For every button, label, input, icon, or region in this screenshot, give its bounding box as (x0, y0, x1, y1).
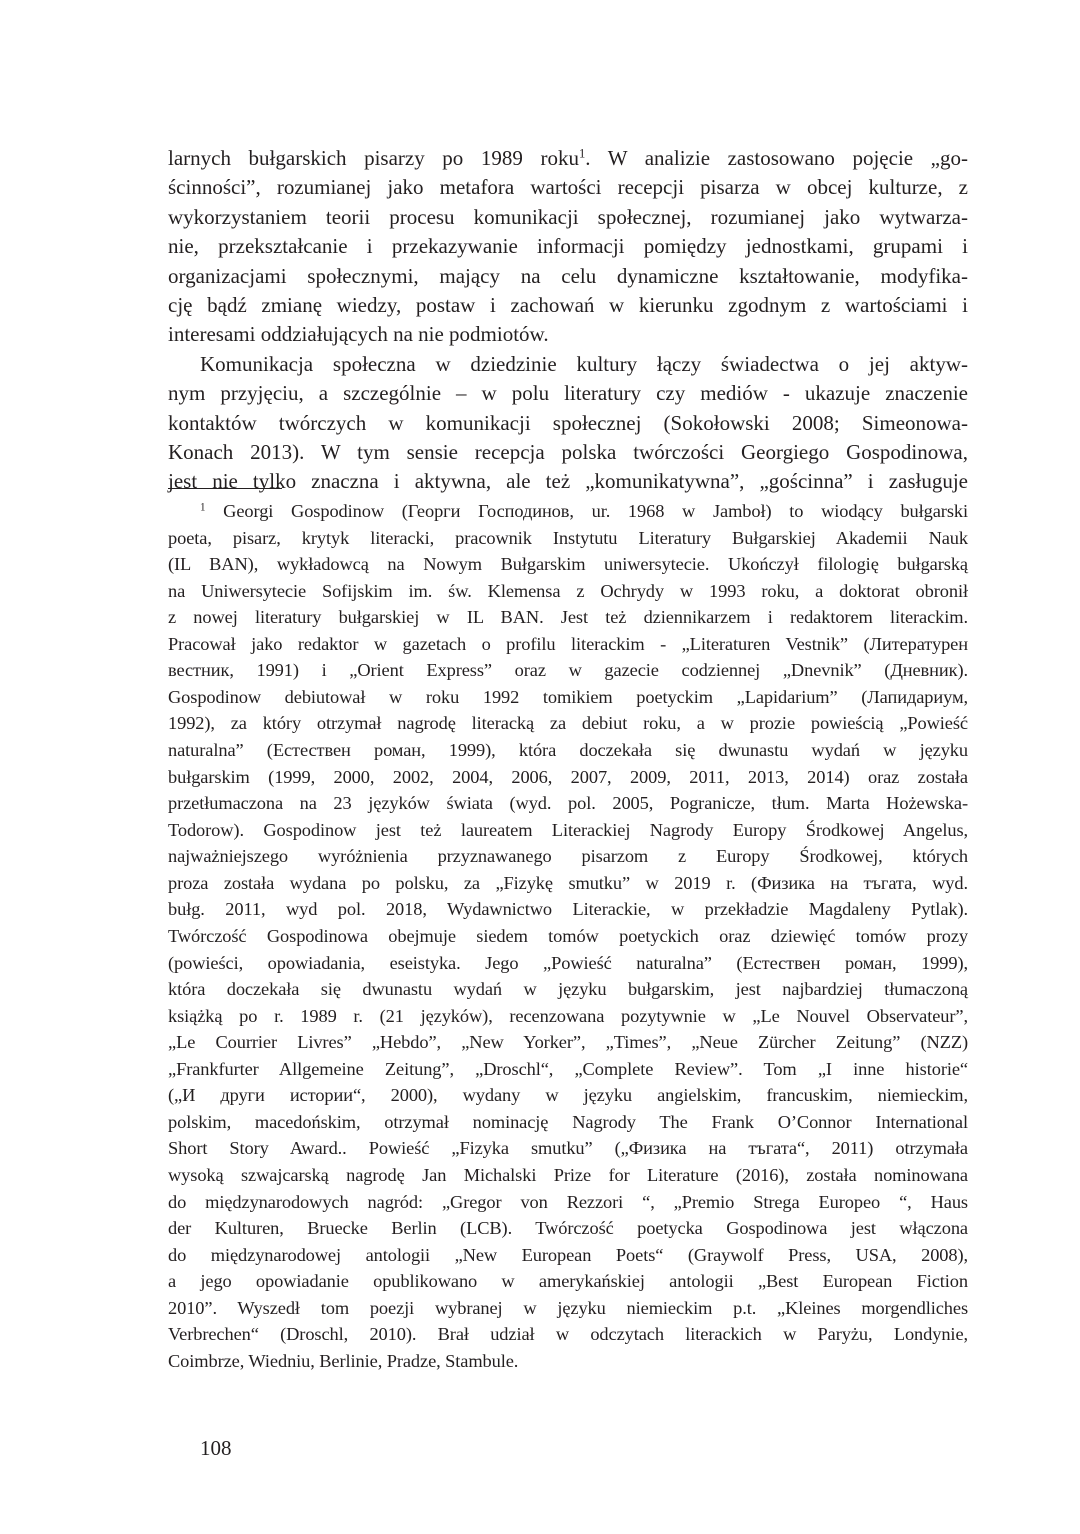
footnote-line: bułgarskim (1999, 2000, 2002, 2004, 2006, 2007, 2009, 2011, 2013, 2014) oraz została (168, 766, 968, 787)
footnote-line: Pracował jako redaktor w gazetach o profilu literackim - „Literaturen Vestnik” (Литературен (168, 633, 968, 654)
footnote-line: poeta, pisarz, krytyk literacki, pracownik Instytutu Literatury Bułgarskiej Akademii Nauk (168, 527, 968, 548)
main-text-line: wykorzystaniem teorii procesu komunikacji społecznej, rozumianej jako wytwarza- (168, 204, 968, 229)
main-text-line: nie, przekształcanie i przekazywanie informacji pomiędzy jednostkami, grupami i (168, 234, 968, 259)
footnote-line: wysoką szwajcarską nagrodę Jan Michalski Prize for Literature (2016), została nominowana (168, 1165, 968, 1185)
footnote-line: przetłumaczona na 23 języków świata (wyd. pol. 2005, Pogranicze, tłum. Marta Hożewska- (168, 793, 968, 814)
footnote-line: der Kulturen, Bruecke Berlin (LCB). Twórczość poetycka Gospodinowa jest włączona (168, 1218, 968, 1239)
footnote-line: do międzynarodowej antologii „New European Poets“ (Graywolf Press, USA, 2008), (168, 1244, 968, 1265)
text-fragment: Georgi Gospodinow (Георги Господинов, ur. 1968 w Jamboł) to wiodący bułgarski (205, 501, 968, 521)
main-text-line: jest nie tylko znaczna i aktywna, ale też „komunikatywna”, „gościnna” i zasługuje (168, 469, 968, 494)
footnote-line: вестник, 1991) i „Orient Express” oraz w gazecie codziennej „Dnevnik” (Дневник). (168, 660, 968, 681)
main-text-line: organizacjami społecznymi, mający na celu dynamiczne kształtowanie, modyfika- (168, 263, 968, 288)
footnote-line: Twórczość Gospodinowa obejmuje siedem tomów poetyckich oraz dziewięć tomów prozy (168, 925, 968, 946)
main-text-line: Komunikacja społeczna w dziedzinie kultury łączy świadectwa o jej aktyw- (200, 351, 968, 376)
footnote-line: książką po r. 1989 r. (21 języków), recenzowana pozytywnie w „Le Nouvel Observateur”, (168, 1005, 968, 1026)
main-text-line: cję bądź zmianę wiedzy, postaw i zachowań w kierunku zgodnym z wartościami i (168, 293, 968, 317)
footnote-line: 2010”. Wyszedł tom poezji wybranej w języku niemieckim p.t. „Kleines morgendliches (168, 1297, 968, 1318)
main-text-line (168, 146, 968, 170)
text-fragment: . W analizie zastosowano pojęcie „go- (585, 146, 968, 170)
footnote-line: 1992), za który otrzymał nagrodę literacką za debiut roku, a w prozie powieścią „Powieść (168, 713, 968, 734)
footnote-line: z nowej literatury bułgarskiej w IL BAN. Jest też dziennikarzem i redaktorem literackim. (168, 607, 968, 628)
footnote-line: na Uniwersytecie Sofijskim im. św. Klemensa z Ochrydy w 1993 roku, a doktorat obronił (168, 580, 968, 601)
footnote-line: naturalna” (Естествен роман, 1999), która doczekała się dwunastu wydań w języku (168, 740, 968, 761)
footnote-line: „Le Courrier Livres” „Hebdo”, „New Yorker”, „Times”, „Neue Zürcher Zeitung” (NZZ) (168, 1032, 968, 1053)
footnote-line: („И други истории“, 2000), wydany w języku angielskim, francuskim, niemieckim, (168, 1085, 968, 1106)
footnote-line: do międzynarodowych nagród: „Gregor von Rezzori “, „Premio Strega Europeo “, Haus (168, 1191, 968, 1212)
footnote-reference: 1 (578, 146, 586, 161)
footnote-line: polskim, macedońskim, otrzymał nominację Nagrody The Frank O’Connor International (168, 1111, 968, 1132)
main-text-line: interesami oddziałujących na nie podmiotów. (168, 322, 549, 347)
footnote-line: najważniejszego wyróżnienia przyznawanego pisarzom z Europy Środkowej, których (168, 846, 968, 867)
footnote-line: która doczekała się dwunastu wydań w języku bułgarskim, jest najbardziej tłumaczoną (168, 979, 968, 1000)
page-number: 108 (200, 1436, 232, 1460)
footnote-marker: 1 (200, 501, 206, 514)
footnote-line: Gospodinow debiutował w roku 1992 tomikiem poetyckim „Lapidarium” (Лапидариум, (168, 686, 968, 707)
footnote-line: proza została wydana po polsku, za „Fizykę smutku” w 2019 r. (Физика на тъгата, wyd. (168, 872, 968, 893)
main-text-line: kontaktów twórczych w komunikacji społecznej (Sokołowski 2008; Simeonowa- (168, 410, 968, 435)
footnote-line: Coimbrze, Wiedniu, Berlinie, Pradze, Stambule. (168, 1350, 519, 1371)
footnote-line: bułg. 2011, wyd pol. 2018, Wydawnictwo Literackie, w przekładzie Magdaleny Pytlak). (168, 899, 968, 920)
footnote-line: „Frankfurter Allgemeine Zeitung”, „Droschl“, „Complete Review”. Tom „I inne historie“ (168, 1058, 968, 1079)
text-fragment: larnych bułgarskich pisarzy po 1989 roku (168, 146, 579, 170)
footnote-line: a jego opowiadanie opublikowano w amerykańskiej antologii „Best European Fiction (168, 1271, 968, 1292)
footnote-line: (IL BAN), wykładowcą na Nowym Bułgarskim uniwersytecie. Ukończył filologię bułgarską (168, 554, 968, 575)
footnote-line: Verbrechen“ (Droschl, 2010). Brał udział w odczytach literackich w Paryżu, Londynie, (168, 1324, 968, 1345)
main-text-line: Konach 2013). W tym sensie recepcja polska twórczości Georgiego Gospodinowa, (168, 440, 968, 464)
footnote-separator (168, 488, 282, 489)
main-text-line: nym przyjęciu, a szczególnie – w polu literatury czy mediów - ukazuje znaczenie (168, 381, 968, 406)
footnote-line: Todorow). Gospodinow jest też laureatem Literackiej Nagrody Europy Środkowej Angelus, (168, 819, 968, 840)
footnote-line: Short Story Award.. Powieść „Fizyka smutku” („Физика на тъгата“, 2011) otrzymała (168, 1138, 968, 1159)
footnote-line: (powieści, opowiadania, eseistyka. Jego „Powieść naturalna” (Естествен роман, 1999), (168, 952, 968, 973)
footnote-line (200, 500, 968, 522)
main-text-line: ścinności”, rozumianej jako metafora wartości recepcji pisarza w obcej kulturze, z (168, 175, 968, 200)
